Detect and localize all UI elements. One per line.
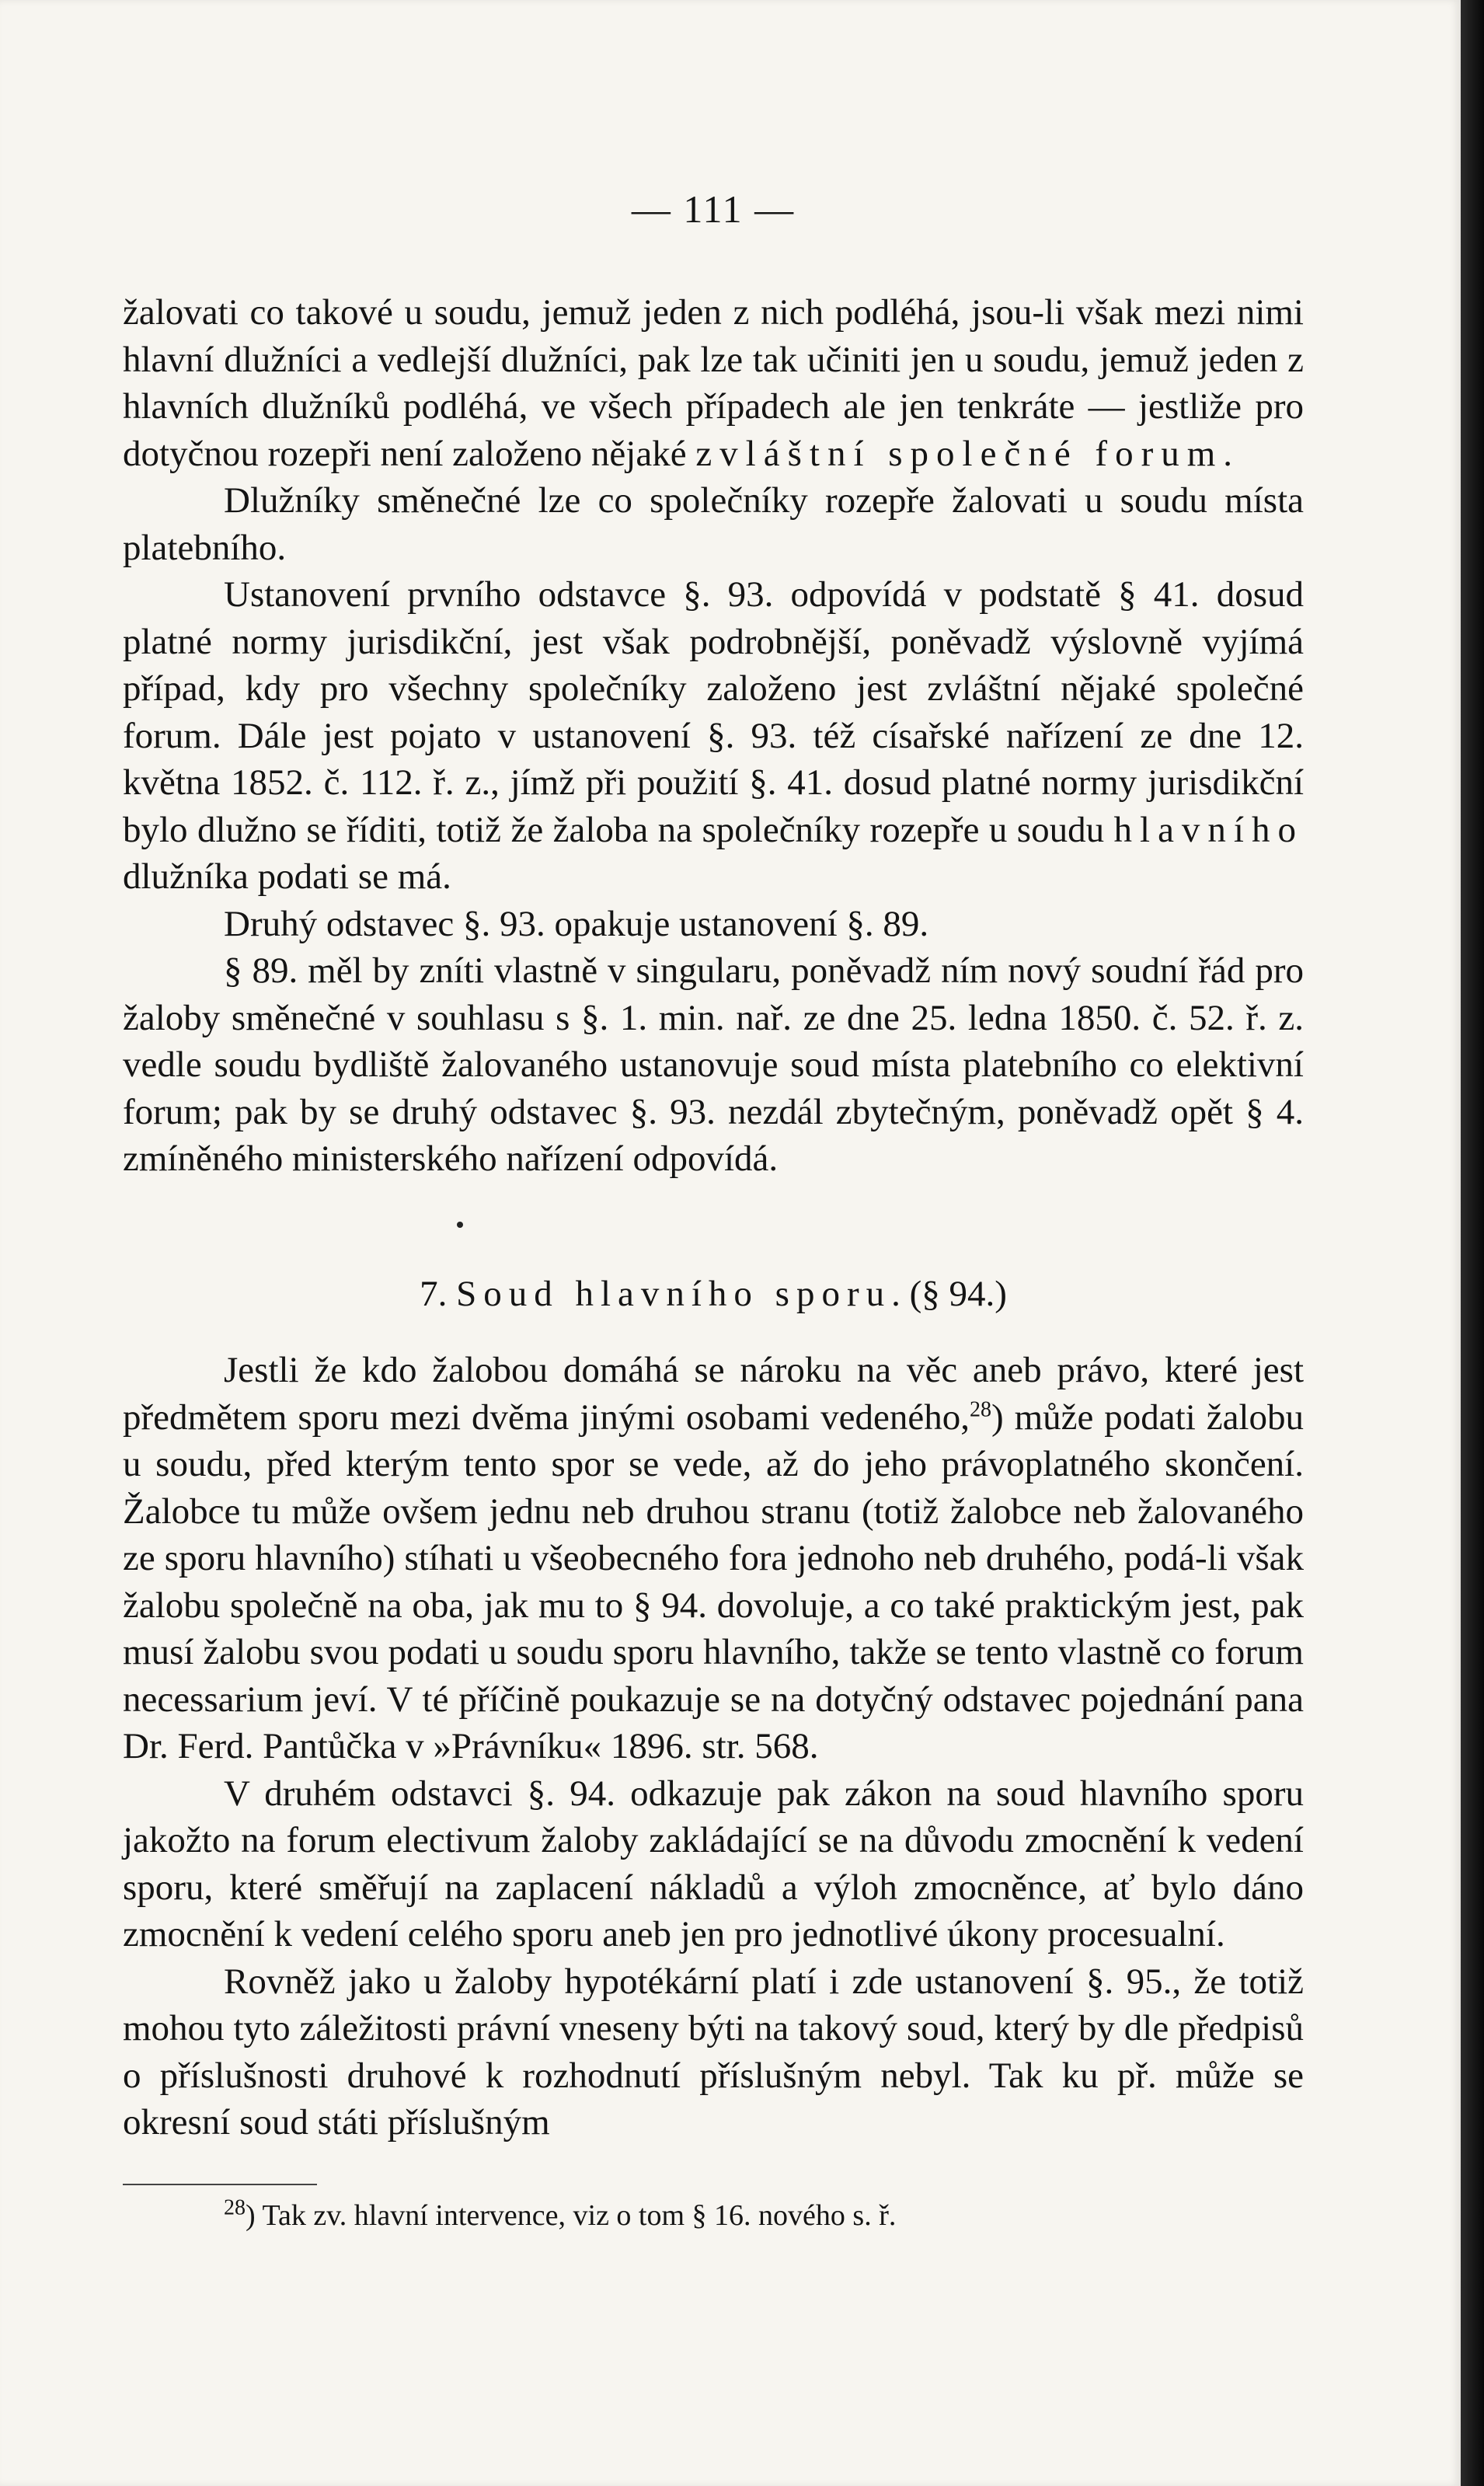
paragraph	[123, 1347, 1304, 1770]
paragraph	[123, 571, 1304, 901]
footnote-text: ) Tak zv. hlavní intervence, viz o tom § 16. nového s. ř.	[246, 2199, 897, 2232]
scan-edge	[1461, 0, 1484, 2486]
paragraph	[123, 947, 1304, 1183]
text-run: Jestli že kdo žalobou domáhá se nároku na věc aneb právo, které jest předmětem sporu mezi dvěma jinými osobami vedeného,	[123, 1350, 1304, 1438]
spaced-text: hlavního	[1113, 809, 1304, 850]
text-run: Rovněž jako u žaloby hypotékární platí i zde ustanovení §. 95., že totiž mohou tyto záležitosti právní vneseny býti na takový soud, který by dle předpisů o příslušnosti druhové k rozhodnutí příslušným nebyl. Tak ku př. může se okresní soud státi příslušným	[123, 1961, 1304, 2143]
text-run: ) může podati žalobu u soudu, před kterým tento spor se vede, až do jeho právoplatného skončení. Žalobce tu může ovšem jednu neb druhou stranu (totiž žalobce neb žalovaného ze sporu hlavního) stíhati u všeobecného fora jednoho neb druhého, podá-li však žalobu společně na oba, jak mu to § 94. dovoluje, a co také praktickým jest, pak musí žalobu svou podati u soudu sporu hlavního, takže se tento vlastně co forum necessarium jeví. V té příčině poukazuje se na dotyčný odstavec pojednání pana Dr. Ferd. Pantůčka v »Právníku« 1896. str. 568.	[123, 1396, 1304, 1766]
spaced-text: zvláštní společné forum	[695, 433, 1224, 474]
page-number: — 111 —	[631, 187, 796, 231]
text-run: dlužníka podati se má.	[123, 856, 451, 897]
body-text-bottom	[123, 1347, 1304, 2146]
paragraph	[123, 477, 1304, 571]
text-run: žalovati co takové u soudu, jemuž jeden z nich podléhá, jsou-li však mezi nimi hlavní dlužníci a vedlejší dlužníci, pak lze tak učiniti jen u soudu, jemuž jeden z hlavních dlužníků podléhá, ve všech případech ale jen tenkráte — jestliže pro dotyčnou rozepři není založeno nějaké	[123, 292, 1304, 474]
paragraph	[123, 1770, 1304, 1958]
section-ref: . (§ 94.)	[891, 1274, 1007, 1314]
paragraph	[123, 1958, 1304, 2146]
footnote	[224, 2195, 1304, 2236]
paragraph	[123, 289, 1304, 477]
text-run: V druhém odstavci §. 94. odkazuje pak zákon na soud hlavního sporu jakožto na forum electivum žaloby zakládající se na důvodu zmocnění k vedení sporu, které směřují na zaplacení nákladů a výloh zmocněnce, ať bylo dáno zmocnění k vedení celého sporu aneb jen pro jednotlivé úkony procesualní.	[123, 1773, 1304, 1954]
body-text-top	[123, 289, 1304, 1183]
paragraph	[123, 901, 1304, 948]
section-title: Soud hlavního sporu	[456, 1274, 892, 1314]
footnote-marker: 28	[224, 2195, 246, 2220]
section-number: 7.	[420, 1274, 448, 1314]
text-run: § 89. měl by zníti vlastně v singularu, poněvadž ním nový soudní řád pro žaloby směnečné v souhlasu s §. 1. min. nař. ze dne 25. ledna 1850. č. 52. ř. z. vedle soudu bydliště žalovaného ustanovuje soud místa platebního co elektivní forum; pak by se druhý odstavec §. 93. nezdál zbytečným, poněvadž opět § 4. zmíněného ministerského nařízení odpovídá.	[123, 950, 1304, 1179]
section-heading	[123, 1273, 1304, 1315]
text-run: Dlužníky směnečné lze co společníky rozepře žalovati u soudu místa platebního.	[123, 480, 1304, 568]
footnote-ref: 28	[969, 1396, 991, 1421]
text-run: Ustanovení prvního odstavce §. 93. odpovídá v podstatě § 41. dosud platné normy jurisdikční, jest však podrobnější, poněvadž výslovně vyjímá případ, kdy pro všechny společníky založeno jest zvláštní nějaké společné forum. Dále jest pojato v ustanovení §. 93. též císařské nařízení ze dne 12. května 1852. č. 112. ř. z., jímž při použití §. 41. dosud platné normy jurisdikční bylo dlužno se říditi, totiž že žaloba na společníky rozepře u soudu	[123, 574, 1304, 850]
footnote-rule	[123, 2184, 317, 2185]
print-speck	[457, 1222, 463, 1228]
text-run: Druhý odstavec §. 93. opakuje ustanovení §. 89.	[224, 903, 929, 944]
text-run: .	[1223, 433, 1233, 474]
